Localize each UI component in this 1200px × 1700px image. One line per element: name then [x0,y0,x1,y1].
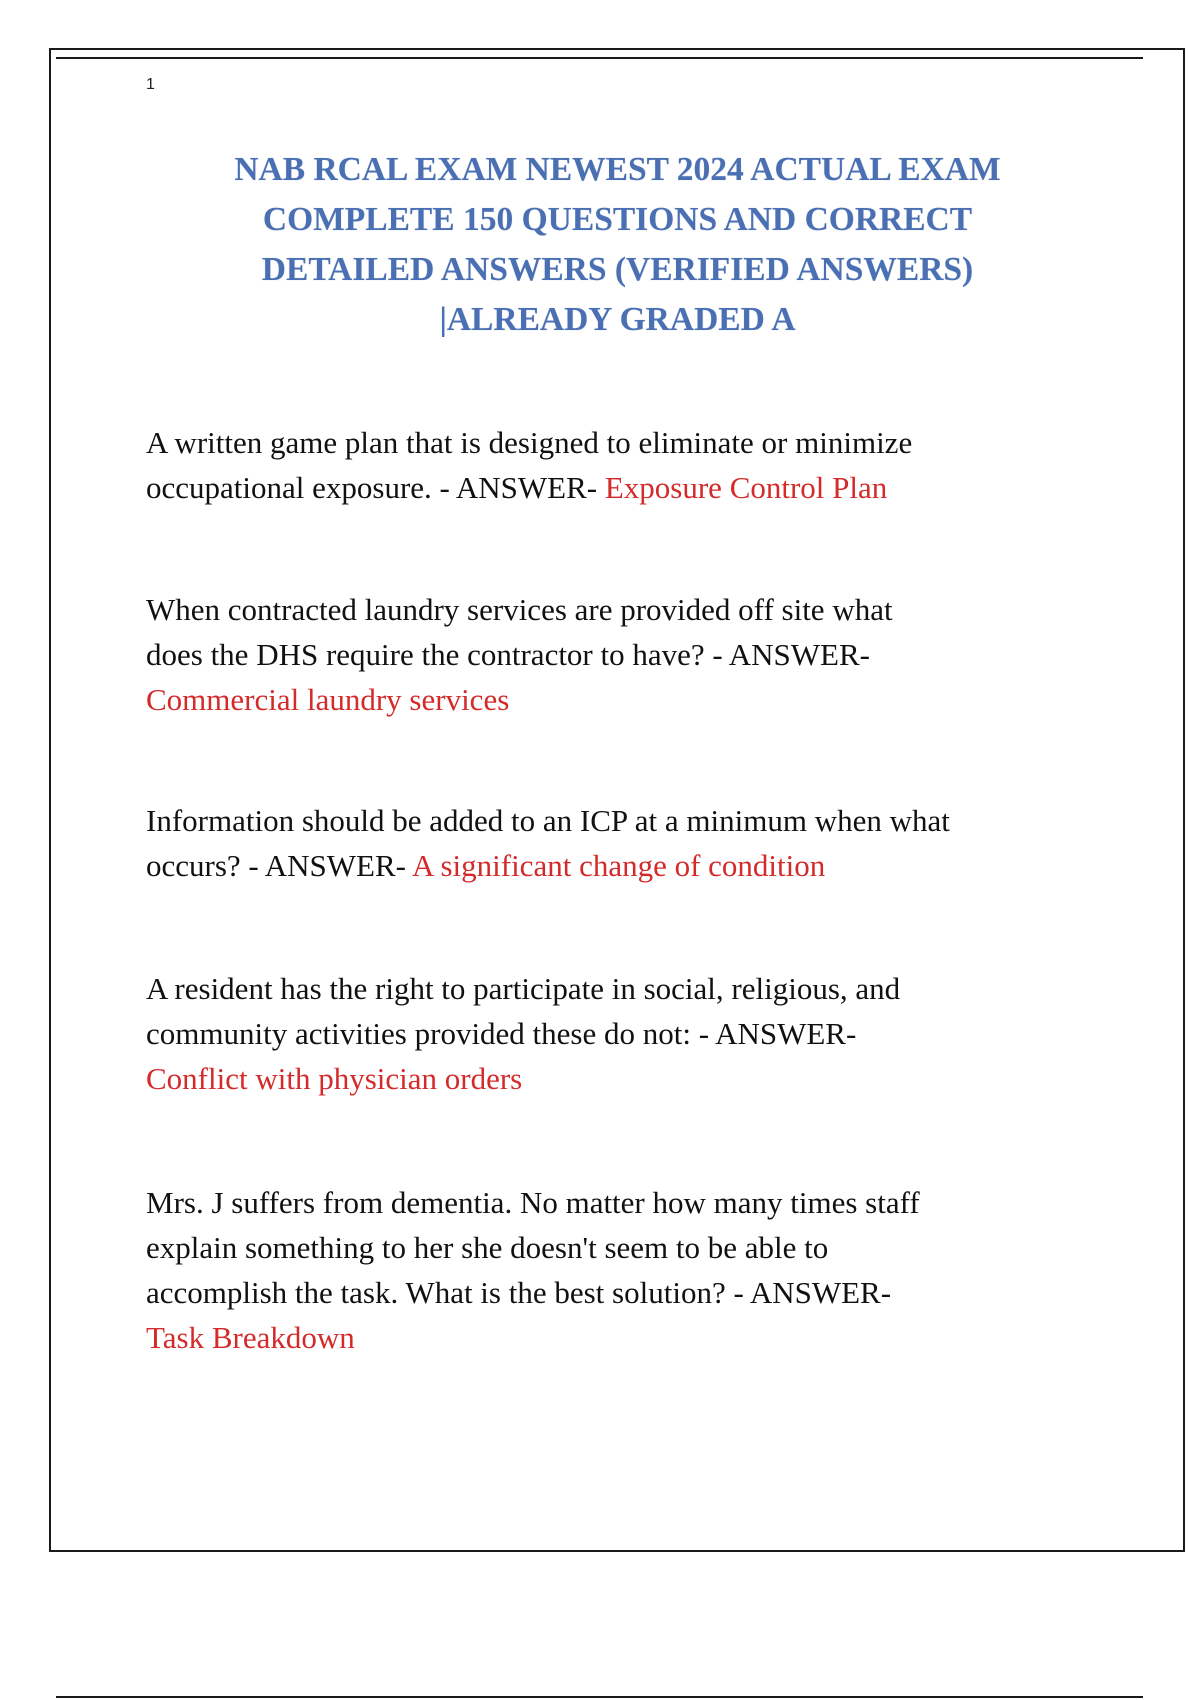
title-line-3: DETAILED ANSWERS (VERIFIED ANSWERS) [261,251,974,288]
answer-3: A significant change of condition [412,848,826,883]
question-1-line-2 [146,465,1096,510]
qa-item-5 [146,1180,1096,1360]
question-5-line-2: explain something to her she doesn't seem to be able to [146,1230,829,1265]
question-5-line-3: accomplish the task. What is the best solution? - ANSWER- [146,1275,892,1310]
page-number: 1 [146,76,155,93]
answer-4: Conflict with physician orders [146,1061,523,1096]
answer-2: Commercial laundry services [146,682,510,717]
title-line-2: COMPLETE 150 QUESTIONS AND CORRECT [262,201,973,238]
question-2-line-2: does the DHS require the contractor to have? - ANSWER- [146,637,870,672]
bottom-rule [56,1696,1143,1698]
question-1-line-1: A written game plan that is designed to eliminate or minimize [146,425,913,460]
question-3-line-2-text: occurs? - ANSWER- [146,848,413,883]
qa-item-2 [146,587,1096,722]
title-line-1: NAB RCAL EXAM NEWEST 2024 ACTUAL EXAM [234,151,1001,188]
question-2-line-1: When contracted laundry services are provided off site what [146,592,893,627]
question-3-line-2 [146,843,1096,888]
question-1-line-2-text: occupational exposure. - ANSWER- [146,470,605,505]
question-4-line-2: community activities provided these do not: - ANSWER- [146,1016,857,1051]
title-line-4: |ALREADY GRADED A [439,301,796,338]
question-3-line-1: Information should be added to an ICP at a minimum when what [146,803,950,838]
answer-1: Exposure Control Plan [604,470,888,505]
answer-5: Task Breakdown [146,1320,355,1355]
qa-item-4 [146,966,1096,1101]
qa-item-3 [146,798,1096,888]
qa-item-1 [146,420,1096,510]
question-4-line-1: A resident has the right to participate in social, religious, and [146,971,901,1006]
document-title [140,145,1095,345]
question-5-line-1: Mrs. J suffers from dementia. No matter how many times staff [146,1185,920,1220]
